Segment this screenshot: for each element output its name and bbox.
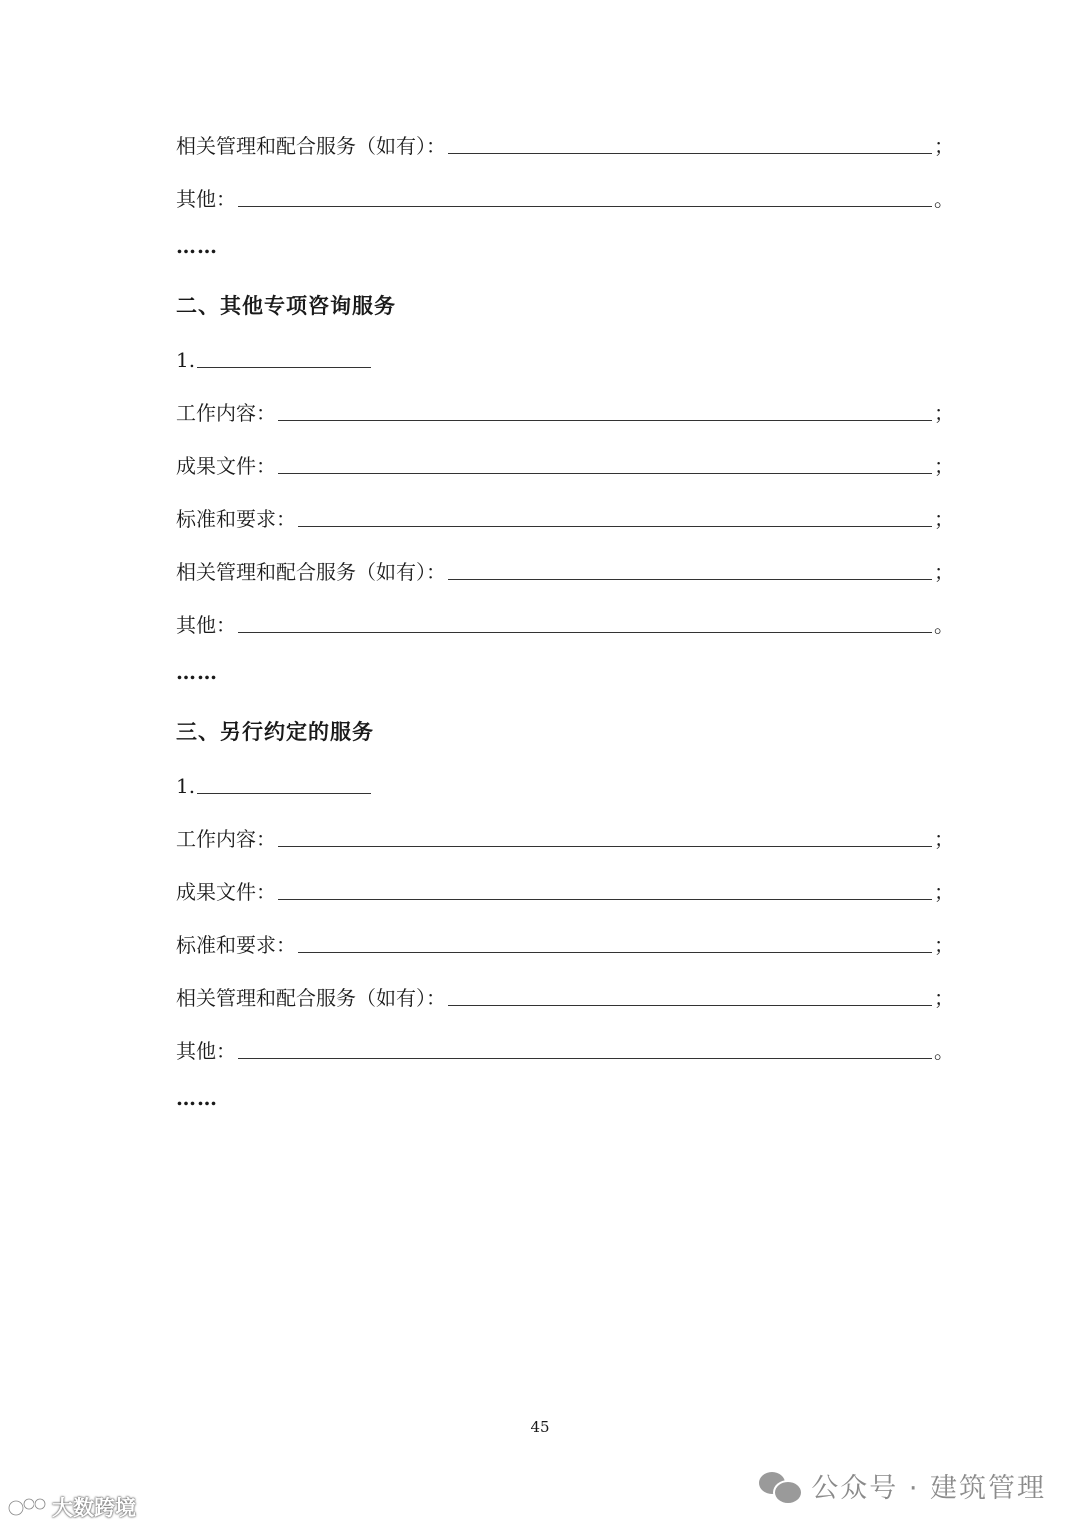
watermark-text: 公众号 · 建筑管理 <box>811 1473 1046 1504</box>
other-line-3: 其他： 。 <box>176 1029 946 1063</box>
field-label: 成果文件： <box>176 880 276 904</box>
fill-blank[interactable] <box>238 610 932 633</box>
item-number: 1. <box>176 348 196 372</box>
deliverables-line: 成果文件： ； <box>176 444 946 478</box>
management-line-3: 相关管理和配合服务（如有）： ； <box>176 976 946 1010</box>
fill-blank[interactable] <box>448 557 932 580</box>
ellipsis: …… <box>176 660 218 684</box>
item-number-line <box>176 764 946 798</box>
standards-line: 标准和要求： ； <box>176 923 946 957</box>
fill-blank[interactable] <box>197 771 371 794</box>
ellipsis: …… <box>176 1086 218 1110</box>
field-label: 其他： <box>176 613 236 637</box>
page-number: 45 <box>530 1418 550 1436</box>
wechat-icon <box>759 1470 801 1502</box>
field-label: 相关管理和配合服务（如有）： <box>176 560 446 584</box>
section-heading: 二、其他专项咨询服务 <box>176 293 396 318</box>
fill-blank[interactable] <box>238 184 932 207</box>
source-watermark <box>8 1492 136 1522</box>
deliverables-line: 成果文件： ； <box>176 870 946 904</box>
fill-blank[interactable] <box>278 877 932 900</box>
field-label: 标准和要求： <box>176 933 296 957</box>
section-heading: 三、另行约定的服务 <box>176 719 374 744</box>
field-label: 其他： <box>176 1039 236 1063</box>
fill-blank[interactable] <box>298 504 932 527</box>
fill-blank[interactable] <box>238 1036 932 1059</box>
fill-blank[interactable] <box>298 930 932 953</box>
other-line-2: 其他： 。 <box>176 603 946 637</box>
management-line-2: 相关管理和配合服务（如有）： ； <box>176 550 946 584</box>
wechat-watermark <box>759 1466 1046 1505</box>
field-label: 成果文件： <box>176 454 276 478</box>
other-line-1: 其他： 。 <box>176 177 946 211</box>
work-content-line: 工作内容： ； <box>176 391 946 425</box>
item-number-line <box>176 338 946 372</box>
fill-blank[interactable] <box>278 451 932 474</box>
ellipsis: …… <box>176 234 218 258</box>
field-label: 相关管理和配合服务（如有）： <box>176 986 446 1010</box>
fill-blank[interactable] <box>448 131 932 154</box>
item-number: 1. <box>176 774 196 798</box>
watermark-text: 大数跨境 <box>52 1496 136 1520</box>
field-label: 其他： <box>176 187 236 211</box>
logo-icon <box>8 1496 48 1518</box>
fill-blank[interactable] <box>278 398 932 421</box>
fill-blank[interactable] <box>278 824 932 847</box>
management-line-1: 相关管理和配合服务（如有）： ； <box>176 124 946 158</box>
field-label: 工作内容： <box>176 827 276 851</box>
fill-blank[interactable] <box>448 983 932 1006</box>
fill-blank[interactable] <box>197 345 371 368</box>
standards-line: 标准和要求： ； <box>176 497 946 531</box>
field-label: 标准和要求： <box>176 507 296 531</box>
field-label: 工作内容： <box>176 401 276 425</box>
work-content-line: 工作内容： ； <box>176 817 946 851</box>
field-label: 相关管理和配合服务（如有）： <box>176 134 446 158</box>
